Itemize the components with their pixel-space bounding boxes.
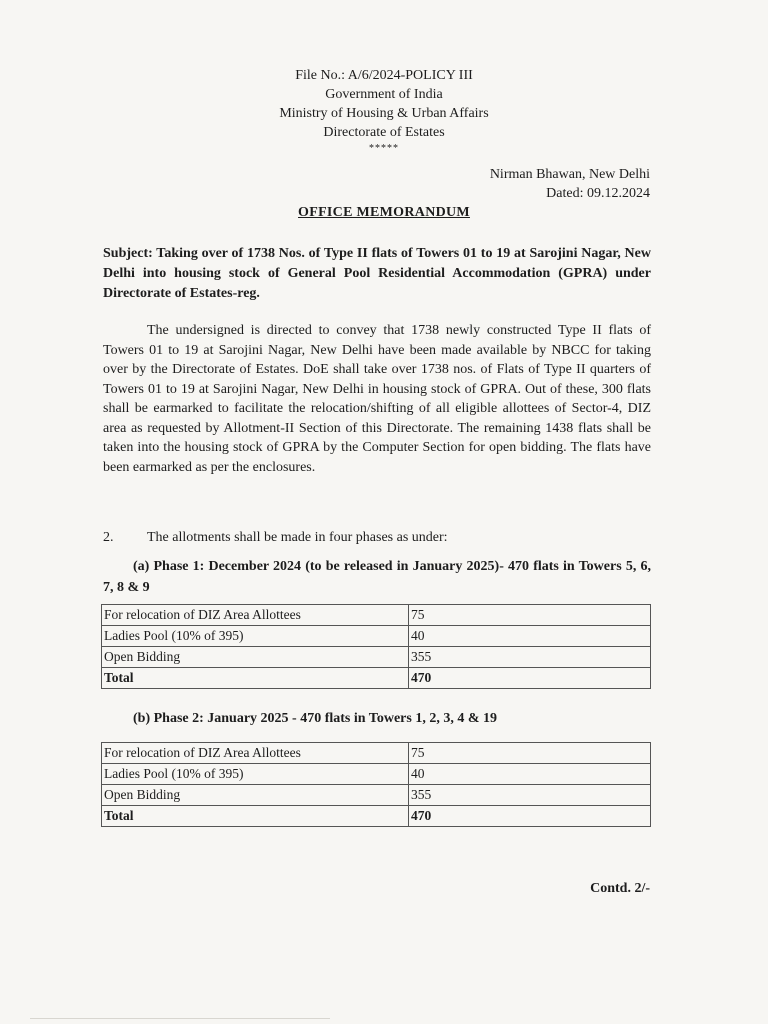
table-cell-value: 355 (409, 785, 651, 806)
paragraph-2 (103, 528, 651, 547)
government-name: Government of India (325, 87, 443, 102)
phase-2-table (101, 742, 651, 827)
date: Dated: 09.12.2024 (546, 186, 650, 201)
table-cell-value: 40 (409, 764, 651, 785)
paragraph-number: 2. (103, 530, 114, 545)
phase-1-heading: (a) Phase 1: December 2024 (to be released in January 2025)- 470 flats in Towers 5, 6, 7, 8 & 9 (103, 559, 651, 595)
paragraph-1: The undersigned is directed to convey that 1738 newly constructed Type II flats of Towers 01 to 19 at Sarojini Nagar, New Delhi have been made available by NBCC for taking over by the Directorate of Estates. DoE shall take over 1738 nos. of Flats of Type II quarters of Towers 01 to 19 at Sarojini Nagar, New Delhi in housing stock of GPRA. Out of these, 300 flats shall be earmarked to facilitate the relocation/shifting of all eligible allottees of Sector-4, DIZ area as requested by Allotment-II Section of this Directorate. The remaining 1438 flats shall be taken into the housing stock of GPRA by the Computer Section for open bidding. The flats have been earmarked as per the enclosures. (103, 323, 651, 475)
table-cell-label: For relocation of DIZ Area Allottees (102, 743, 409, 764)
page-title: OFFICE MEMORANDUM (298, 205, 470, 220)
ministry-name: Ministry of Housing & Urban Affairs (279, 106, 489, 121)
table-cell-value: 75 (409, 743, 651, 764)
phase-1-table (101, 604, 651, 689)
table-cell-value: 40 (409, 626, 651, 647)
phase-2-heading: (b) Phase 2: January 2025 - 470 flats in Towers 1, 2, 3, 4 & 19 (133, 711, 498, 726)
document-header (0, 66, 768, 156)
table-cell-value: 75 (409, 605, 651, 626)
paragraph-2-text: The allotments shall be made in four phases as under: (147, 530, 448, 545)
table-cell-label: Open Bidding (102, 785, 409, 806)
table-cell-value: 470 (409, 668, 651, 689)
table-cell-label: Ladies Pool (10% of 395) (102, 764, 409, 785)
table-cell-label: Total (102, 668, 409, 689)
place: Nirman Bhawan, New Delhi (489, 167, 650, 182)
table-row (102, 605, 651, 626)
table-row (102, 764, 651, 785)
directorate-name: Directorate of Estates (323, 125, 445, 140)
table-total-row (102, 806, 651, 827)
separator-stars: ***** (369, 143, 399, 154)
table-row (102, 743, 651, 764)
table-cell-label: Total (102, 806, 409, 827)
file-number: File No.: A/6/2024-POLICY III (295, 68, 473, 83)
table-cell-label: For relocation of DIZ Area Allottees (102, 605, 409, 626)
table-total-row (102, 668, 651, 689)
table-row (102, 647, 651, 668)
scan-artifact-line (30, 1018, 330, 1019)
table-row (102, 785, 651, 806)
table-cell-label: Ladies Pool (10% of 395) (102, 626, 409, 647)
table-cell-label: Open Bidding (102, 647, 409, 668)
continuation-note: Contd. 2/- (590, 881, 650, 896)
table-row (102, 626, 651, 647)
place-and-date (490, 165, 650, 203)
table-cell-value: 355 (409, 647, 651, 668)
subject-line: Subject: Taking over of 1738 Nos. of Type II flats of Towers 01 to 19 at Sarojini Nagar, New Delhi into housing stock of General Pool Residential Accommodation (GPRA) under Directorate of Estates-reg. (103, 246, 651, 301)
table-cell-value: 470 (409, 806, 651, 827)
